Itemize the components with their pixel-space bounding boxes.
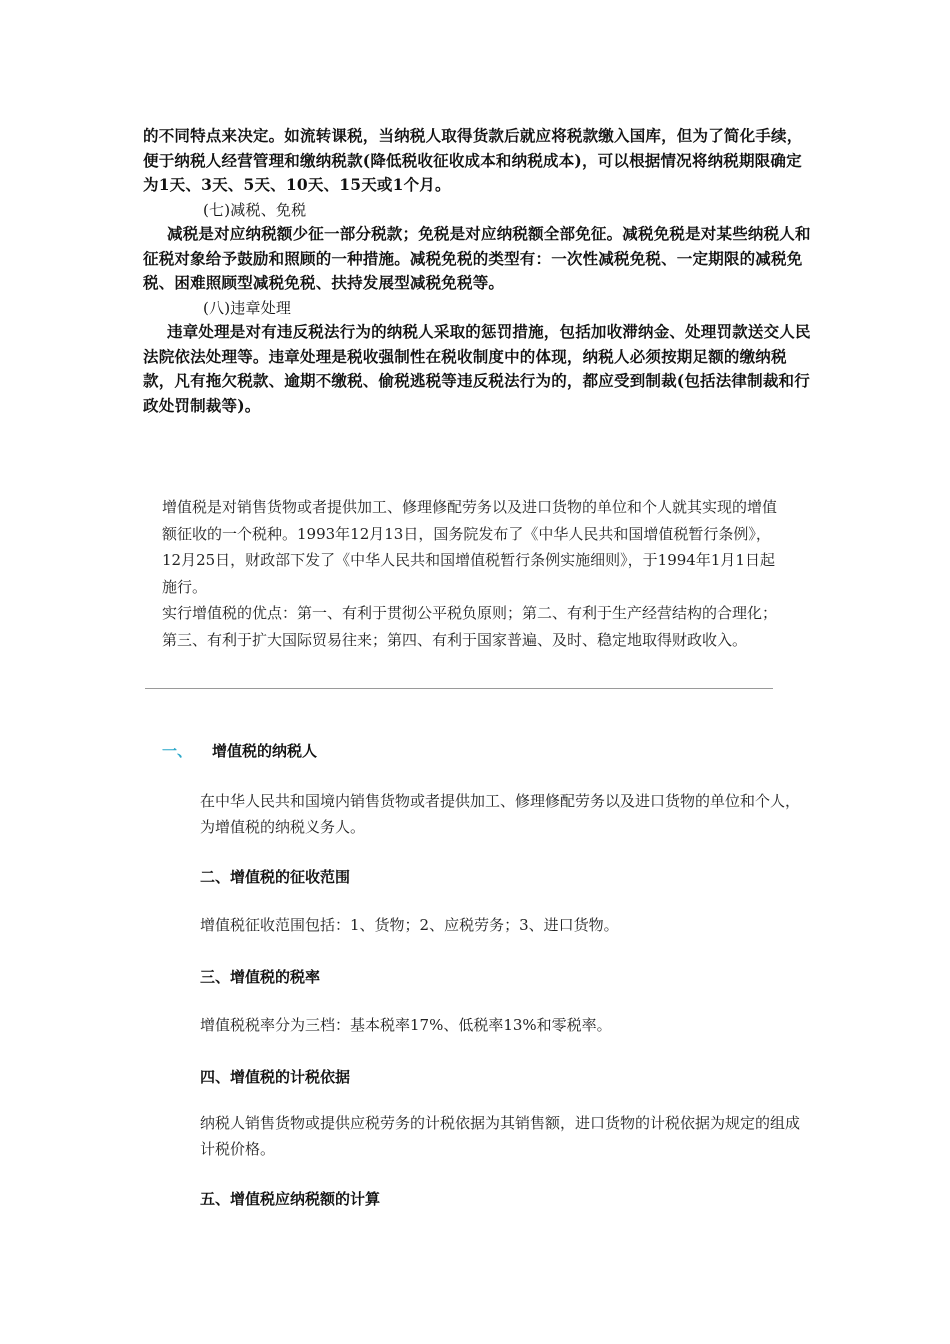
horizontal-divider bbox=[145, 688, 773, 689]
paragraph-vat-definition: 增值税是对销售货物或者提供加工、修理修配劳务以及进口货物的单位和个人就其实现的增值额征收的一个税种。1993年12月13日，国务院发布了《中华人民共和国增值税暂行条例》，12月25日，财政部下发了《中华人民共和国增值税暂行条例实施细则》，于1994年1月1日起施行。 bbox=[162, 498, 778, 596]
paragraph-violation-handling: 违章处理是对有违反税法行为的纳税人采取的惩罚措施，包括加收滞纳金、处理罚款送交人民法院依法处理等。违章处理是税收强制性在税收制度中的体现，纳税人必须按期足额的缴纳税款，凡有拖欠税款、逾期不缴税、偷税逃税等违反税法行为的，都应受到制裁(包括法律制裁和行政处罚制裁等)。 bbox=[143, 322, 811, 415]
section-number: 一、 bbox=[162, 742, 193, 760]
section-title: 增值税的纳税人 bbox=[212, 742, 318, 760]
paragraph-tax-reduction: 减税是对应纳税额少征一部分税款；免税是对应纳税额全部免征。减税免税是对某些纳税人和征税对象给予鼓励和照顾的一种措施。减税免税的类型有：一次性减税免税、一定期限的减税免税、困难照顾型减税免税、扶持发展型减税免税等。 bbox=[143, 224, 811, 292]
paragraph-rate: 增值税税率分为三档：基本税率17%、低税率13%和零税率。 bbox=[200, 1016, 612, 1034]
paragraph-payment-period: 的不同特点来决定。如流转课税，当纳税人取得货款后就应将税款缴入国库，但为了简化手续，便于纳税人经营管理和缴纳税款(降低税收征收成本和纳税成本)，可以根据情况将纳税期限确定为1天、3天、5天、10天、15天或1个月。 bbox=[143, 126, 803, 194]
paragraph-taxpayer: 在中华人民共和国境内销售货物或者提供加工、修理修配劳务以及进口货物的单位和个人，为增值税的纳税义务人。 bbox=[200, 792, 801, 836]
section-heading-rate: 三、增值税的税率 bbox=[200, 968, 321, 986]
heading-violation-handling: (八)违章处理 bbox=[203, 298, 292, 317]
vat-intro bbox=[162, 494, 787, 653]
paragraph-vat-advantages: 实行增值税的优点：第一、有利于贯彻公平税负原则；第二、有利于生产经营结构的合理化；第三、有利于扩大国际贸易往来；第四、有利于国家普遍、及时、稳定地取得财政收入。 bbox=[162, 604, 778, 649]
section-heading-scope: 二、增值税的征收范围 bbox=[200, 868, 351, 886]
section-heading-tax-base: 四、增值税的计税依据 bbox=[200, 1068, 351, 1086]
heading-tax-reduction: (七)减税、免税 bbox=[203, 200, 307, 219]
paragraph-scope: 增值税征收范围包括：1、货物；2、应税劳务；3、进口货物。 bbox=[200, 916, 619, 934]
paragraph-tax-base: 纳税人销售货物或提供应税劳务的计税依据为其销售额，进口货物的计税依据为规定的组成计税价格。 bbox=[200, 1114, 801, 1158]
section-heading-calculation: 五、增值税应纳税额的计算 bbox=[200, 1190, 381, 1208]
tax-elements-block bbox=[143, 124, 813, 418]
section-heading-taxpayer bbox=[162, 740, 317, 761]
